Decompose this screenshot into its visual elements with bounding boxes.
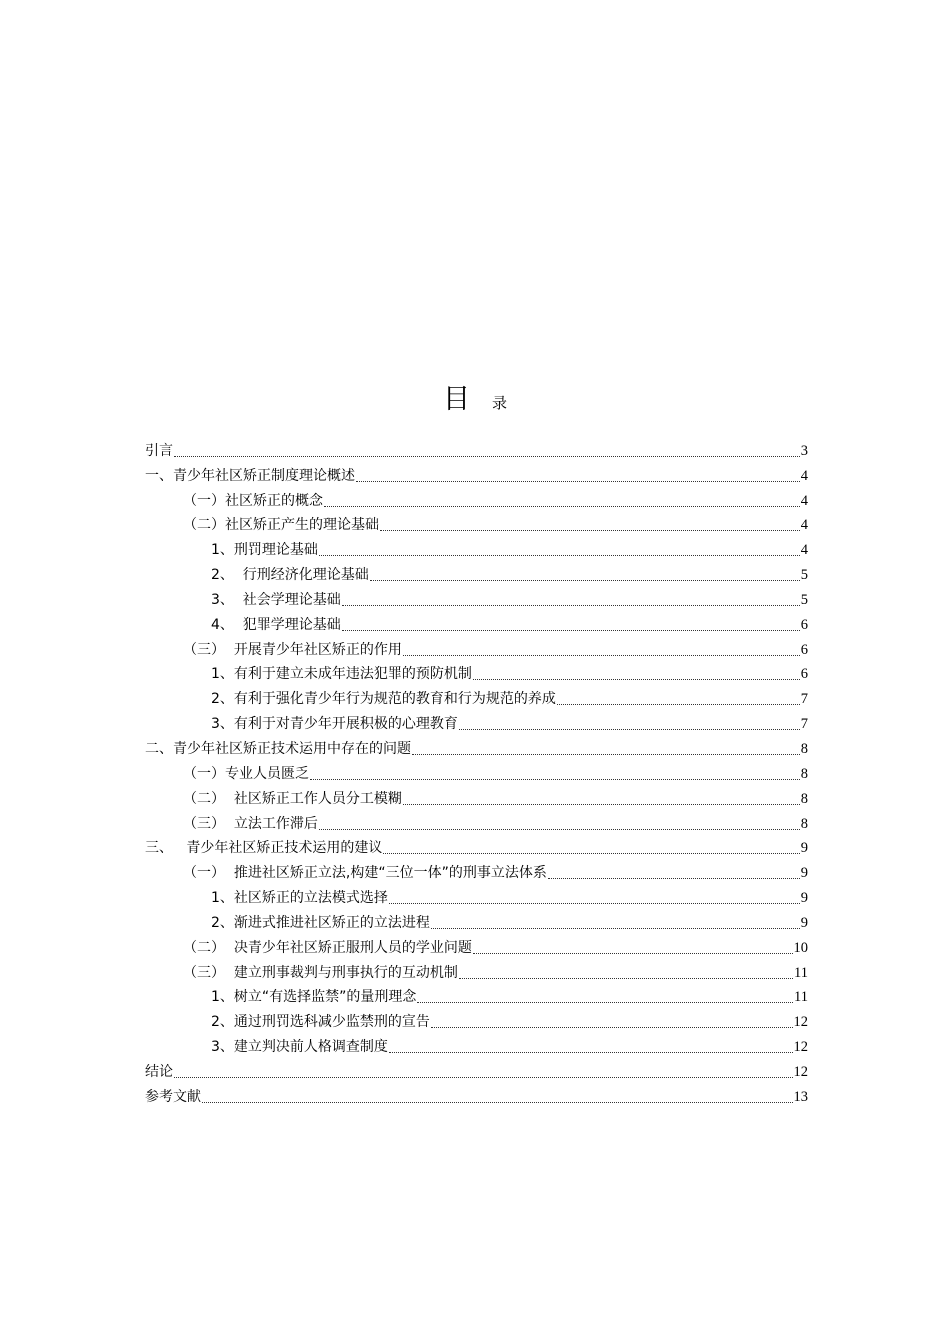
toc-entry-page-number: 12 — [793, 1039, 808, 1056]
toc-entry[interactable] — [145, 636, 808, 661]
toc-entry-title: 1、树立“有选择监禁”的量刑理念 — [211, 989, 417, 1006]
toc-entry-title: 1、刑罚理论基础 — [211, 542, 318, 559]
toc-leader-dots — [431, 928, 800, 929]
toc-entry[interactable] — [145, 437, 808, 462]
toc-entry[interactable] — [145, 536, 808, 561]
toc-entry-title: 2、 行刑经济化理论基础 — [211, 567, 369, 584]
toc-entry-page-number: 11 — [794, 964, 808, 981]
toc-entry[interactable] — [145, 934, 808, 959]
toc-entry-title: （三） 开展青少年社区矫正的作用 — [183, 641, 402, 658]
toc-entry-page-number: 4 — [800, 517, 808, 534]
toc-entry[interactable] — [145, 1058, 808, 1083]
toc-entry-title: 2、渐进式推进社区矫正的立法进程 — [211, 914, 430, 931]
toc-leader-dots — [342, 605, 800, 606]
toc-entry-title: 一、青少年社区矫正制度理论概述 — [145, 467, 355, 484]
toc-entry-page-number: 5 — [800, 591, 808, 608]
toc-entry-title: 二、青少年社区矫正技术运用中存在的问题 — [145, 740, 411, 757]
toc-entry-title: 2、通过刑罚选科减少监禁刑的宣告 — [211, 1014, 430, 1031]
toc-entry-page-number: 4 — [800, 467, 808, 484]
toc-entry[interactable] — [145, 512, 808, 537]
toc-entry-page-number: 4 — [800, 492, 808, 509]
toc-entry-page-number: 6 — [800, 641, 808, 658]
toc-entry-page-number: 10 — [793, 939, 808, 956]
toc-leader-dots — [389, 903, 800, 904]
toc-entry[interactable] — [145, 785, 808, 810]
toc-leader-dots — [459, 729, 800, 730]
toc-entry[interactable] — [145, 710, 808, 735]
toc-heading-main: 目 — [442, 384, 470, 415]
toc-leader-dots — [383, 853, 799, 854]
toc-leader-dots — [174, 1077, 793, 1078]
toc-entry-title: （一）专业人员匮乏 — [183, 765, 309, 782]
toc-entry-title: 1、有利于建立未成年违法犯罪的预防机制 — [211, 666, 472, 683]
toc-entry-page-number: 11 — [794, 989, 808, 1006]
toc-entry-title: 3、有利于对青少年开展积极的心理教育 — [211, 716, 458, 733]
toc-entry-title: 参考文献 — [145, 1088, 201, 1105]
toc-leader-dots — [417, 1002, 793, 1003]
toc-leader-dots — [548, 878, 800, 879]
toc-entry-page-number: 8 — [800, 815, 808, 832]
toc-leader-dots — [174, 456, 800, 457]
toc-entry-title: 三、 青少年社区矫正技术运用的建议 — [145, 840, 383, 857]
toc-entry[interactable] — [145, 1083, 808, 1108]
toc-entry-title: 引言 — [145, 442, 173, 459]
toc-leader-dots — [319, 829, 800, 830]
toc-entry-page-number: 9 — [800, 840, 808, 857]
toc-entry[interactable] — [145, 611, 808, 636]
toc-entry-page-number: 8 — [800, 740, 808, 757]
toc-entry-title: （一）社区矫正的概念 — [183, 492, 323, 509]
toc-entry[interactable] — [145, 760, 808, 785]
toc-leader-dots — [342, 630, 800, 631]
toc-entry-title: 结论 — [145, 1063, 173, 1080]
toc-entry-title: （二）社区矫正产生的理论基础 — [183, 517, 379, 534]
toc-entry[interactable] — [145, 661, 808, 686]
toc-leader-dots — [389, 1052, 793, 1053]
toc-leader-dots — [202, 1102, 793, 1103]
toc-entry[interactable] — [145, 735, 808, 760]
toc-entry[interactable] — [145, 685, 808, 710]
toc-leader-dots — [459, 978, 793, 979]
toc-leader-dots — [412, 754, 800, 755]
toc-entry-title: （二） 社区矫正工作人员分工模糊 — [183, 790, 402, 807]
toc-entry-title: （三） 立法工作滞后 — [183, 815, 318, 832]
toc-entry-title: （三） 建立刑事裁判与刑事执行的互动机制 — [183, 964, 458, 981]
toc-entry-page-number: 7 — [800, 716, 808, 733]
toc-entry-page-number: 3 — [800, 442, 808, 459]
toc-leader-dots — [473, 953, 793, 954]
toc-leader-dots — [473, 679, 800, 680]
toc-leader-dots — [557, 704, 800, 705]
toc-entry-page-number: 7 — [800, 691, 808, 708]
toc-entry-page-number: 6 — [800, 666, 808, 683]
toc-entry-page-number: 9 — [800, 914, 808, 931]
toc-leader-dots — [324, 506, 800, 507]
toc-entry[interactable] — [145, 1008, 808, 1033]
toc-entry-title: 3、建立判决前人格调查制度 — [211, 1039, 388, 1056]
toc-entry[interactable] — [145, 984, 808, 1009]
toc-entry-page-number: 5 — [800, 567, 808, 584]
toc-entry[interactable] — [145, 959, 808, 984]
toc-heading — [0, 382, 950, 422]
toc-heading-secondary: 录 — [491, 394, 507, 412]
toc-leader-dots — [403, 655, 800, 656]
toc-leader-dots — [403, 804, 800, 805]
toc-entry[interactable] — [145, 810, 808, 835]
toc-entry-page-number: 9 — [800, 865, 808, 882]
toc-entry[interactable] — [145, 462, 808, 487]
toc-entry-page-number: 9 — [800, 890, 808, 907]
toc-entry-page-number: 8 — [800, 790, 808, 807]
toc-leader-dots — [380, 530, 800, 531]
toc-entry-page-number: 6 — [800, 616, 808, 633]
toc-entry-title: 1、社区矫正的立法模式选择 — [211, 890, 388, 907]
table-of-contents — [145, 437, 808, 1108]
toc-entry-title: 3、 社会学理论基础 — [211, 591, 341, 608]
toc-entry-page-number: 8 — [800, 765, 808, 782]
toc-entry[interactable] — [145, 561, 808, 586]
toc-leader-dots — [356, 481, 800, 482]
toc-entry-title: （一） 推进社区矫正立法,构建“三位一体”的刑事立法体系 — [183, 865, 547, 882]
toc-entry-title: 2、有利于强化青少年行为规范的教育和行为规范的养成 — [211, 691, 556, 708]
toc-entry[interactable] — [145, 487, 808, 512]
toc-leader-dots — [370, 580, 800, 581]
toc-entry-page-number: 13 — [793, 1088, 808, 1105]
toc-entry-page-number: 4 — [800, 542, 808, 559]
toc-entry-page-number: 12 — [793, 1014, 808, 1031]
toc-entry[interactable] — [145, 909, 808, 934]
toc-entry[interactable] — [145, 835, 808, 860]
toc-entry-title: 4、 犯罪学理论基础 — [211, 616, 341, 633]
toc-leader-dots — [319, 555, 800, 556]
toc-leader-dots — [310, 779, 800, 780]
toc-entry[interactable] — [145, 1033, 808, 1058]
toc-entry[interactable] — [145, 884, 808, 909]
toc-entry[interactable] — [145, 859, 808, 884]
toc-entry[interactable] — [145, 586, 808, 611]
toc-leader-dots — [431, 1027, 793, 1028]
toc-entry-page-number: 12 — [793, 1063, 808, 1080]
toc-entry-title: （二） 决青少年社区矫正服刑人员的学业问题 — [183, 939, 472, 956]
